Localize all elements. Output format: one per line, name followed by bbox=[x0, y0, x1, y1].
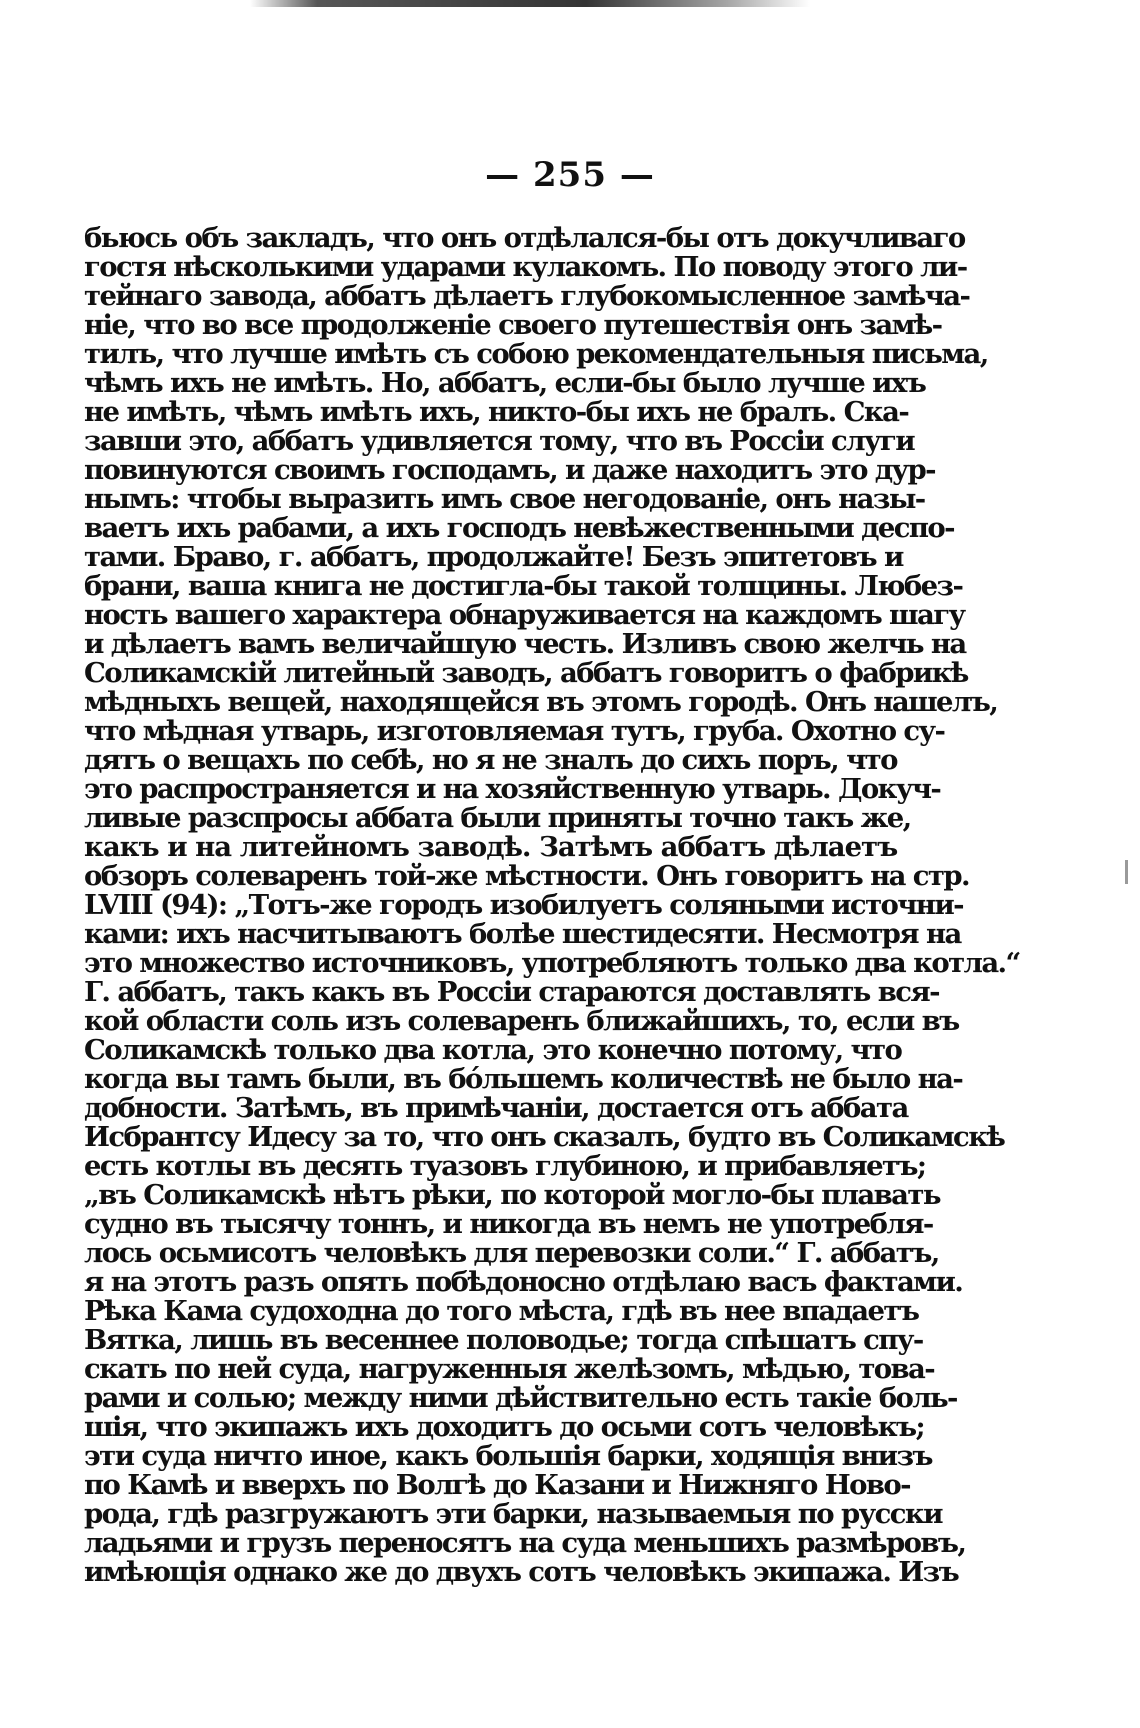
page-number: — 255 — bbox=[485, 155, 655, 195]
text-line: ливые разспросы аббата были приняты точно такъ же, bbox=[84, 802, 911, 834]
text-line: лось осьмисотъ человѣкъ для перевозки соли.“ Г. аббатъ, bbox=[84, 1237, 939, 1269]
text-line: тейнаго завода, аббатъ дѣлаетъ глубокомысленное замѣча- bbox=[84, 280, 970, 312]
body-text bbox=[84, 222, 1020, 1588]
text-line: ность вашего характера обнаруживается на каждомъ шагу bbox=[84, 599, 965, 631]
scan-margin-mark bbox=[1125, 860, 1128, 884]
text-line: дятъ о вещахъ по себѣ, но я не зналъ до сихъ поръ, что bbox=[84, 744, 897, 776]
text-line: „въ Соликамскѣ нѣтъ рѣки, по которой могло-бы плавать bbox=[84, 1179, 940, 1211]
text-line: LVIII (94): „Тотъ-же городъ изобилуетъ соляными источни- bbox=[84, 889, 963, 921]
text-line: обзоръ солеваренъ той-же мѣстности. Онъ говоритъ на стр. bbox=[84, 860, 969, 892]
text-line: по Камѣ и вверхъ по Волгѣ до Казани и Нижняго Ново- bbox=[84, 1469, 910, 1501]
text-line: чѣмъ ихъ не имѣть. Но, аббатъ, если-бы было лучше ихъ bbox=[84, 367, 926, 399]
text-line: что мѣдная утварь, изготовляемая тутъ, груба. Охотно су- bbox=[84, 715, 945, 747]
text-line: когда вы тамъ были, въ бо́льшемъ количествѣ не было на- bbox=[84, 1063, 963, 1095]
text-line: рами и солью; между ними дѣйствительно есть такіе боль- bbox=[84, 1382, 957, 1414]
text-line: ніе, что во все продолженіе своего путешествія онъ замѣ- bbox=[84, 309, 942, 341]
text-line: шія, что экипажъ ихъ доходитъ до осьми сотъ человѣкъ; bbox=[84, 1411, 924, 1443]
text-line: это распространяется и на хозяйственную утварь. Докуч- bbox=[84, 773, 941, 805]
text-line: не имѣть, чѣмъ имѣть ихъ, никто-бы ихъ не бралъ. Ска- bbox=[84, 396, 909, 428]
text-line: есть котлы въ десять туазовъ глубиною, и прибавляетъ; bbox=[84, 1150, 926, 1182]
text-line: ками: ихъ насчитываютъ болѣе шестидесяти. Несмотря на bbox=[84, 918, 961, 950]
text-line: тами. Браво, г. аббатъ, продолжайте! Безъ эпитетовъ и bbox=[84, 541, 903, 573]
text-line: повинуются своимъ господамъ, и даже находитъ это дур- bbox=[84, 454, 935, 486]
text-line: брани, ваша книга не достигла-бы такой толщины. Любез- bbox=[84, 570, 963, 602]
text-line: и дѣлаетъ вамъ величайшую честь. Изливъ свою желчь на bbox=[84, 628, 966, 660]
text-line: добности. Затѣмъ, въ примѣчаніи, достается отъ аббата bbox=[84, 1092, 908, 1124]
text-line: ладьями и грузъ переносятъ на суда меньшихъ размѣровъ, bbox=[84, 1527, 966, 1559]
text-line: Рѣка Кама судоходна до того мѣста, гдѣ въ нее впадаетъ bbox=[84, 1295, 919, 1327]
text-line: мѣдныхъ вещей, находящейся въ этомъ городѣ. Онъ нашелъ, bbox=[84, 686, 998, 718]
text-line: нымъ: чтобы выразить имъ свое негодованіе, онъ назы- bbox=[84, 483, 925, 515]
text-line: это множество источниковъ, употребляютъ только два котла.“ bbox=[84, 947, 1020, 979]
text-line: гостя нѣсколькими ударами кулакомъ. По поводу этого ли- bbox=[84, 251, 967, 283]
text-line: Соликамскѣ только два котла, это конечно потому, что bbox=[84, 1034, 902, 1066]
text-line: я на этотъ разъ опять побѣдоносно отдѣлаю васъ фактами. bbox=[84, 1266, 963, 1298]
text-line: Г. аббатъ, такъ какъ въ Россіи стараются доставлять вся- bbox=[84, 976, 939, 1008]
text-line: Вятка, лишь въ весеннее половодье; тогда спѣшатъ спу- bbox=[84, 1324, 923, 1356]
scan-edge-smudge bbox=[250, 0, 810, 7]
text-line: кой области соль изъ солеваренъ ближайшихъ, то, если въ bbox=[84, 1005, 959, 1037]
text-line: судно въ тысячу тоннъ, и никогда въ немъ не употребля- bbox=[84, 1208, 933, 1240]
text-line: завши это, аббатъ удивляется тому, что въ Россіи слуги bbox=[84, 425, 915, 457]
text-line: Исбрантсу Идесу за то, что онъ сказалъ, будто въ Соликамскѣ bbox=[84, 1121, 1005, 1153]
text-line: тилъ, что лучше имѣть съ собою рекомендательныя письма, bbox=[84, 338, 988, 370]
text-line: ваетъ ихъ рабами, а ихъ господъ невѣжественными деспо- bbox=[84, 512, 954, 544]
text-line: какъ и на литейномъ заводѣ. Затѣмъ аббатъ дѣлаетъ bbox=[84, 831, 898, 863]
text-line: имѣющія однако же до двухъ сотъ человѣкъ экипажа. Изъ bbox=[84, 1556, 959, 1588]
text-line: бьюсь объ закладъ, что онъ отдѣлался-бы отъ докучливаго bbox=[84, 222, 965, 254]
text-line: Соликамскій литейный заводъ, аббатъ говоритъ о фабрикѣ bbox=[84, 657, 968, 689]
text-line: рода, гдѣ разгружаютъ эти барки, называемыя по русски bbox=[84, 1498, 942, 1530]
text-line: скать по ней суда, нагруженныя желѣзомъ, мѣдью, това- bbox=[84, 1353, 935, 1385]
text-line: эти суда ничто иное, какъ большія барки, ходящія внизъ bbox=[84, 1440, 932, 1472]
